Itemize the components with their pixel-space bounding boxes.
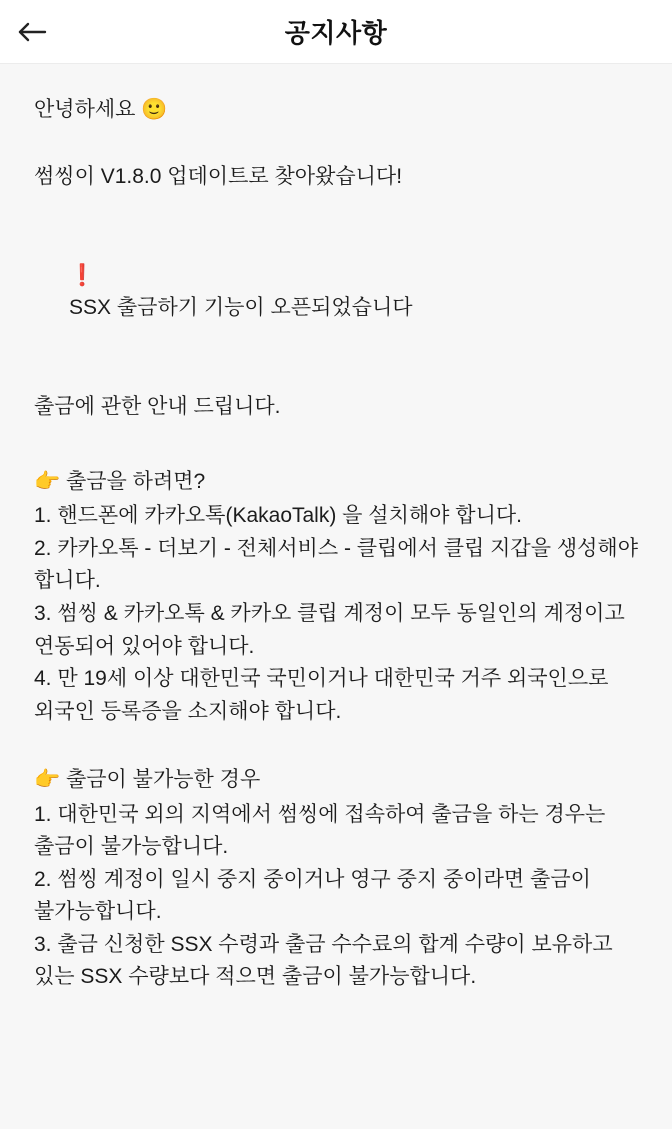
list-item: 3. 출금 신청한 SSX 수령과 출금 수수료의 합계 수량이 보유하고 있는 SSX 수량보다 적으면 출금이 불가능합니다.	[34, 932, 613, 989]
back-button[interactable]	[0, 0, 64, 64]
list-item: 1. 핸드폰에 카카오톡(KakaoTalk) 을 설치해야 합니다.	[34, 504, 522, 528]
list-item: 2. 썸씽 계정이 일시 중지 중이거나 영구 중지 중이라면 출금이 불가능합니다.	[34, 867, 591, 924]
list-item: 2. 카카오톡 - 더보기 - 전체서비스 - 클립에서 클립 지갑을 생성해야 합니다.	[34, 536, 638, 593]
section-withdraw-how	[34, 466, 638, 728]
greeting-text: 안녕하세요 🙂	[34, 98, 168, 121]
section-withdraw-blocked	[34, 764, 638, 994]
list-item: 3. 썸씽 & 카카오톡 & 카카오 클립 계정이 모두 동일인의 계정이고 연동되어 있어야 합니다.	[34, 602, 625, 658]
section1-heading: 👉 출금을 하려면?	[34, 469, 206, 493]
list-item: 4. 만 19세 이상 대한민국 국민이거나 대한민국 거주 외국인으로 외국인 등록증을 소지해야 합니다.	[34, 667, 609, 723]
section2-heading: 👉 출금이 불가능한 경우	[34, 768, 261, 792]
intro-text: 썸씽이 V1.8.0 업데이트로 찾아왔습니다!	[34, 164, 403, 188]
page-title: 공지사항	[284, 18, 388, 48]
app-header	[0, 0, 672, 64]
highlight-line	[34, 227, 638, 357]
guide-intro-text: 출금에 관한 안내 드립니다.	[34, 395, 281, 419]
arrow-left-icon	[17, 20, 47, 44]
highlight-text: SSX 출금하기 기능이 오픈되었습니다	[69, 296, 413, 320]
list-item: 1. 대한민국 외의 지역에서 썸씽에 접속하여 출금을 하는 경우는 출금이 불가능합니다.	[34, 802, 606, 859]
warning-icon: ❗	[69, 263, 96, 287]
notice-body	[0, 64, 672, 1129]
